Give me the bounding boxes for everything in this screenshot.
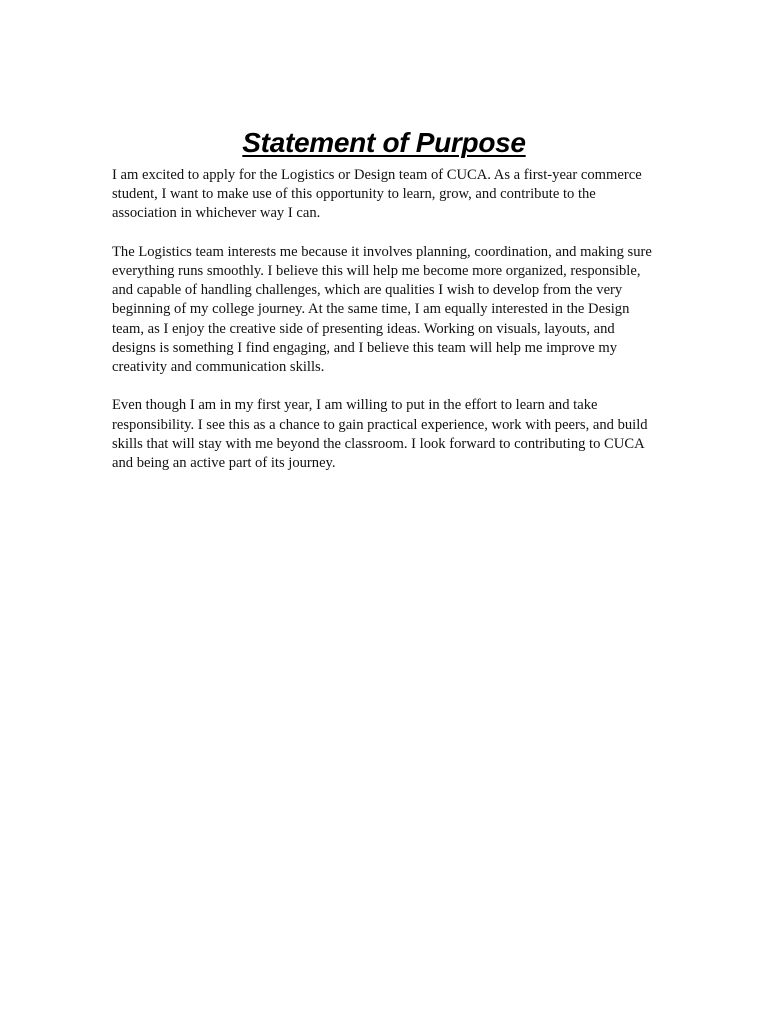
text-line: creativity and communication skills.	[112, 359, 325, 376]
text-line: and capable of handling challenges, which are qualities I wish to develop from the very	[112, 282, 623, 299]
document-body	[112, 166, 672, 492]
paragraph-teams	[112, 243, 672, 377]
paragraph-intro	[112, 166, 672, 224]
text-line: responsibility. I see this as a chance to gain practical experience, work with peers, and build	[112, 416, 648, 433]
text-line: association in whichever way I can.	[112, 205, 321, 222]
text-line: team, as I enjoy the creative side of presenting ideas. Working on visuals, layouts, and	[112, 320, 615, 337]
text-line: I am excited to apply for the Logistics or Design team of CUCA. As a first-year commerce	[112, 167, 642, 183]
text-line: beginning of my college journey. At the same time, I am equally interested in the Design	[112, 301, 630, 318]
text-line: Even though I am in my first year, I am willing to put in the effort to learn and take	[112, 397, 598, 414]
text-line: The Logistics team interests me because it involves planning, coordination, and making sure	[112, 243, 652, 260]
text-line: designs is something I find engaging, and I believe this team will help me improve my	[112, 339, 618, 356]
document-title: Statement of Purpose	[242, 127, 526, 158]
paragraph-closing	[112, 396, 672, 473]
text-line: everything runs smoothly. I believe this will help me become more organized, responsible,	[112, 263, 641, 279]
text-line: and being an active part of its journey.	[112, 455, 336, 472]
text-line: student, I want to make use of this opportunity to learn, grow, and contribute to the	[112, 186, 596, 203]
text-line: skills that will stay with me beyond the classroom. I look forward to contributing to CUCA	[112, 435, 645, 452]
